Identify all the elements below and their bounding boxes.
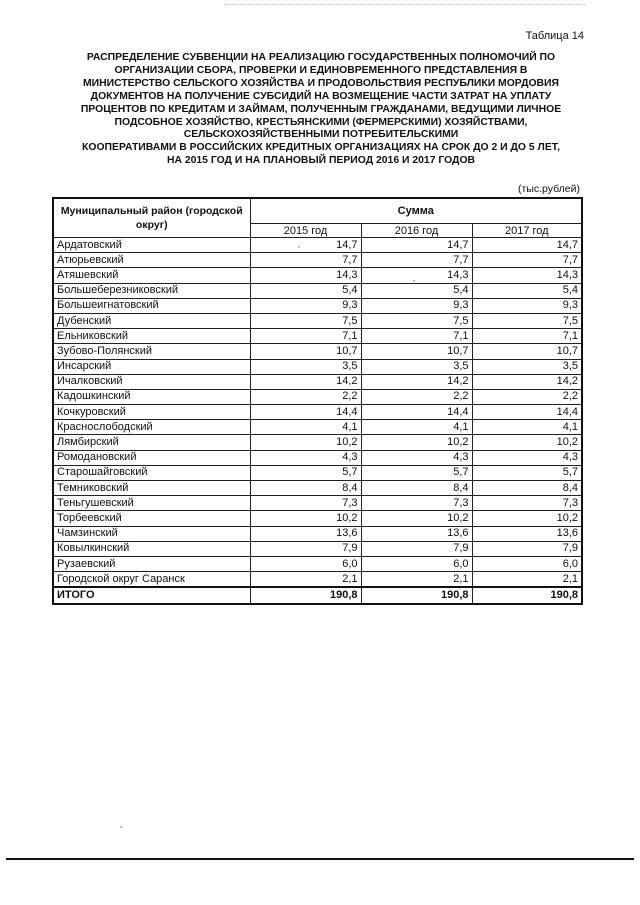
district-name-cell: Большеберезниковский: [53, 283, 250, 298]
value-2017-cell: 10,2: [472, 435, 582, 450]
value-2016-cell: 14,4: [361, 405, 472, 420]
district-name-cell: Рузаевский: [53, 556, 250, 571]
value-2015-cell: 14,7: [250, 238, 361, 253]
value-2016-cell: 14,3: [361, 268, 472, 283]
value-2017-cell: 5,4: [472, 283, 582, 298]
title-line: ПРОЦЕНТОВ ПО КРЕДИТАМ И ЗАЙМАМ, ПОЛУЧЕННЫМ ГРАЖДАНАМИ, ВЕДУЩИМИ ЛИЧНОЕ: [80, 103, 562, 115]
value-2016-cell: 10,2: [361, 511, 472, 526]
scan-top-edge: [225, 4, 585, 5]
value-2016-cell: 14,7: [361, 238, 472, 253]
scan-speck: [120, 826, 122, 828]
value-2017-cell: 7,5: [472, 313, 582, 328]
title-line: НА 2015 ГОД И НА ПЛАНОВЫЙ ПЕРИОД 2016 И 2017 ГОДОВ: [166, 155, 476, 167]
value-2017-cell: 3,5: [472, 359, 582, 374]
total-row: [53, 587, 582, 603]
value-2015-cell: 2,1: [250, 572, 361, 588]
table-number: Таблица 14: [525, 30, 584, 42]
district-name-cell: Кадошкинский: [53, 389, 250, 404]
value-2016-cell: 7,3: [361, 496, 472, 511]
table-row: [53, 420, 582, 435]
value-2017-cell: 10,2: [472, 511, 582, 526]
total-2015-cell: 190,8: [250, 587, 361, 603]
district-name-cell: Чамзинский: [53, 526, 250, 541]
value-2017-cell: 2,1: [472, 572, 582, 588]
table-row: [53, 465, 582, 480]
value-2017-cell: 10,7: [472, 344, 582, 359]
table-row: [53, 374, 582, 389]
value-2015-cell: 4,3: [250, 450, 361, 465]
value-2015-cell: 5,4: [250, 283, 361, 298]
district-name-cell: Атяшевский: [53, 268, 250, 283]
value-2016-cell: 5,7: [361, 465, 472, 480]
value-2015-cell: 7,5: [250, 313, 361, 328]
value-2016-cell: 4,3: [361, 450, 472, 465]
table-body: [53, 238, 582, 604]
district-name-cell: Атюрьевский: [53, 253, 250, 268]
table-row: [53, 572, 582, 588]
table-row: [53, 344, 582, 359]
value-2017-cell: 7,1: [472, 329, 582, 344]
value-2015-cell: 10,7: [250, 344, 361, 359]
value-2015-cell: 7,9: [250, 541, 361, 556]
value-2016-cell: 13,6: [361, 526, 472, 541]
scan-speck: [413, 280, 415, 282]
title-line: КООПЕРАТИВАМИ В РОССИЙСКИХ КРЕДИТНЫХ ОРГАНИЗАЦИЯХ НА СРОК ДО 2 И ДО 5 ЛЕТ,: [82, 142, 560, 154]
district-name-cell: Кочкуровский: [53, 405, 250, 420]
value-2016-cell: 9,3: [361, 298, 472, 313]
value-2015-cell: 6,0: [250, 556, 361, 571]
value-2015-cell: 7,1: [250, 329, 361, 344]
table-row: [53, 389, 582, 404]
value-2017-cell: 7,9: [472, 541, 582, 556]
value-2017-cell: 14,7: [472, 238, 582, 253]
district-name-cell: Ельниковский: [53, 329, 250, 344]
title-line: ПОДСОБНОЕ ХОЗЯЙСТВО, КРЕСТЬЯНСКИМИ (ФЕРМЕРСКИМИ) ХОЗЯЙСТВАМИ,: [114, 116, 528, 128]
total-2016-cell: 190,8: [361, 587, 472, 603]
value-2015-cell: 14,2: [250, 374, 361, 389]
value-2017-cell: 14,2: [472, 374, 582, 389]
value-2017-cell: 2,2: [472, 389, 582, 404]
column-header-2017: 2017 год: [472, 224, 582, 238]
value-2017-cell: 7,7: [472, 253, 582, 268]
value-2015-cell: 5,7: [250, 465, 361, 480]
table-row: [53, 238, 582, 253]
total-2017-cell: 190,8: [472, 587, 582, 603]
table-row: [53, 556, 582, 571]
column-header-sum: Сумма: [250, 198, 582, 224]
column-header-district: Муниципальный район (городской округ): [53, 198, 250, 238]
value-2017-cell: 7,3: [472, 496, 582, 511]
district-name-cell: Большеигнатовский: [53, 298, 250, 313]
title-line: МИНИСТЕРСТВО СЕЛЬСКОГО ХОЗЯЙСТВА И ПРОДОВОЛЬСТВИЯ РЕСПУБЛИКИ МОРДОВИЯ: [82, 77, 559, 89]
district-name-cell: Дубенский: [53, 313, 250, 328]
value-2017-cell: 8,4: [472, 481, 582, 496]
value-2016-cell: 6,0: [361, 556, 472, 571]
value-2016-cell: 7,1: [361, 329, 472, 344]
document-title: [48, 52, 594, 168]
value-2016-cell: 2,2: [361, 389, 472, 404]
subsidy-table: [52, 197, 583, 605]
scan-speck: [298, 246, 300, 248]
value-2015-cell: 3,5: [250, 359, 361, 374]
table-row: [53, 435, 582, 450]
district-name-cell: Старошайговский: [53, 465, 250, 480]
column-header-2016: 2016 год: [361, 224, 472, 238]
value-2017-cell: 6,0: [472, 556, 582, 571]
table-row: [53, 329, 582, 344]
district-name-cell: Ардатовский: [53, 238, 250, 253]
district-name-cell: Зубово-Полянский: [53, 344, 250, 359]
value-2015-cell: 4,1: [250, 420, 361, 435]
value-2015-cell: 2,2: [250, 389, 361, 404]
units-label: (тыс.рублей): [518, 183, 580, 195]
table-row: [53, 450, 582, 465]
value-2015-cell: 9,3: [250, 298, 361, 313]
table-row: [53, 359, 582, 374]
table-row: [53, 541, 582, 556]
value-2015-cell: 14,4: [250, 405, 361, 420]
value-2016-cell: 4,1: [361, 420, 472, 435]
value-2016-cell: 14,2: [361, 374, 472, 389]
value-2016-cell: 5,4: [361, 283, 472, 298]
value-2017-cell: 5,7: [472, 465, 582, 480]
district-name-cell: Ичалковский: [53, 374, 250, 389]
value-2015-cell: 13,6: [250, 526, 361, 541]
value-2017-cell: 14,3: [472, 268, 582, 283]
value-2016-cell: 3,5: [361, 359, 472, 374]
value-2017-cell: 14,4: [472, 405, 582, 420]
total-label-cell: ИТОГО: [53, 587, 250, 603]
table-row: [53, 313, 582, 328]
district-name-cell: Ковылкинский: [53, 541, 250, 556]
value-2015-cell: 10,2: [250, 511, 361, 526]
value-2016-cell: 7,7: [361, 253, 472, 268]
title-line: ОРГАНИЗАЦИИ СБОРА, ПРОВЕРКИ И ЕДИНОВРЕМЕННОГО ПРЕДСТАВЛЕНИЯ В: [114, 64, 528, 76]
table-row: [53, 405, 582, 420]
scan-bottom-edge: [6, 858, 634, 860]
district-name-cell: Лямбирский: [53, 435, 250, 450]
value-2016-cell: 8,4: [361, 481, 472, 496]
value-2016-cell: 7,5: [361, 313, 472, 328]
value-2016-cell: 10,2: [361, 435, 472, 450]
district-name-cell: Теньгушевский: [53, 496, 250, 511]
district-name-cell: Торбеевский: [53, 511, 250, 526]
value-2015-cell: 10,2: [250, 435, 361, 450]
district-name-cell: Инсарский: [53, 359, 250, 374]
value-2015-cell: 7,3: [250, 496, 361, 511]
table-row: [53, 481, 582, 496]
table-row: [53, 526, 582, 541]
title-line: СЕЛЬСКОХОЗЯЙСТВЕННЫМИ ПОТРЕБИТЕЛЬСКИМИ: [183, 129, 459, 141]
value-2015-cell: 14,3: [250, 268, 361, 283]
title-line: ДОКУМЕНТОВ НА ПОЛУЧЕНИЕ СУБСИДИЙ НА ВОЗМЕЩЕНИЕ ЧАСТИ ЗАТРАТ НА УПЛАТУ: [90, 90, 552, 102]
value-2016-cell: 2,1: [361, 572, 472, 588]
value-2017-cell: 4,1: [472, 420, 582, 435]
table-row: [53, 511, 582, 526]
value-2017-cell: 4,3: [472, 450, 582, 465]
value-2016-cell: 10,7: [361, 344, 472, 359]
value-2016-cell: 7,9: [361, 541, 472, 556]
value-2015-cell: 7,7: [250, 253, 361, 268]
table-row: [53, 496, 582, 511]
table-row: [53, 298, 582, 313]
table-row: [53, 253, 582, 268]
district-name-cell: Краснослободский: [53, 420, 250, 435]
table-row: [53, 283, 582, 298]
district-name-cell: Ромодановский: [53, 450, 250, 465]
value-2015-cell: 8,4: [250, 481, 361, 496]
value-2017-cell: 13,6: [472, 526, 582, 541]
title-line: РАСПРЕДЕЛЕНИЕ СУБВЕНЦИИ НА РЕАЛИЗАЦИЮ ГОСУДАРСТВЕННЫХ ПОЛНОМОЧИЙ ПО: [86, 52, 556, 63]
district-name-cell: Городской округ Саранск: [53, 572, 250, 588]
district-name-cell: Темниковский: [53, 481, 250, 496]
table-row: [53, 268, 582, 283]
value-2017-cell: 9,3: [472, 298, 582, 313]
column-header-2015: 2015 год: [250, 224, 361, 238]
